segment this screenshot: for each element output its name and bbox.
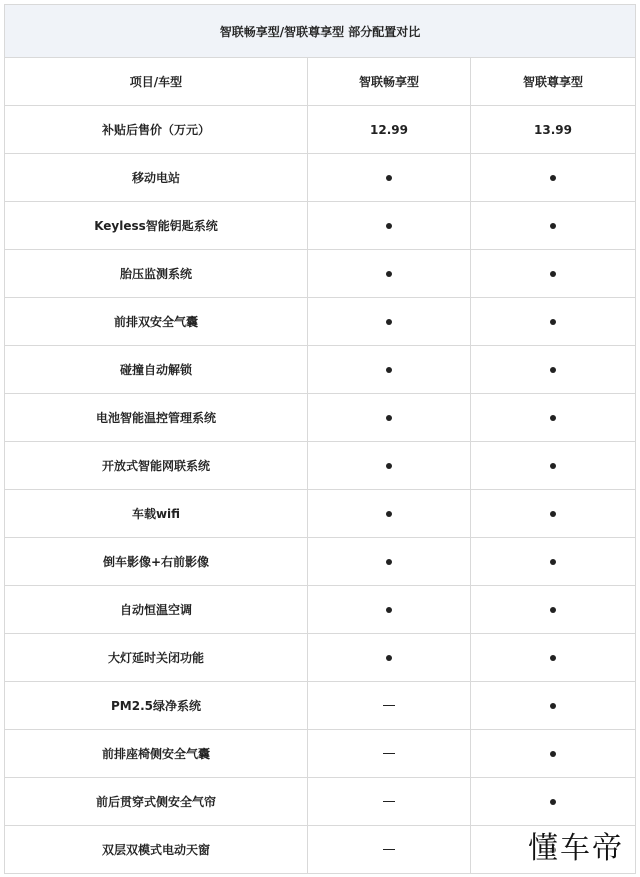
standard-dot-icon (550, 607, 556, 613)
feature-label: PM2.5绿净系统 (5, 682, 308, 729)
standard-dot-icon (550, 175, 556, 181)
feature-label: 碰撞自动解锁 (5, 346, 308, 393)
feature-label: 车载wifi (5, 490, 308, 537)
feature-label: 电池智能温控管理系统 (5, 394, 308, 441)
header-row (5, 58, 635, 106)
trim-1-availability (308, 586, 471, 633)
standard-dot-icon (386, 559, 392, 565)
not-available-dash-icon (383, 705, 395, 707)
header-trim-2: 智联尊享型 (522, 75, 583, 89)
trim-1-availability (308, 346, 471, 393)
standard-dot-icon (550, 463, 556, 469)
feature-label: 前排双安全气囊 (5, 298, 308, 345)
header-item: 项目/车型 (5, 58, 308, 105)
trim-2-availability (471, 202, 635, 249)
standard-dot-icon (386, 271, 392, 277)
standard-dot-icon (386, 415, 392, 421)
standard-dot-icon (386, 175, 392, 181)
standard-dot-icon (550, 367, 556, 373)
trim-2-availability (471, 346, 635, 393)
not-available-dash-icon (383, 801, 395, 803)
trim-2-availability (471, 730, 635, 777)
trim-2-availability (471, 394, 635, 441)
table-row (5, 298, 635, 346)
standard-dot-icon (386, 463, 392, 469)
trim-2-availability (471, 490, 635, 537)
trim-2-availability (471, 154, 635, 201)
trim-2-availability (471, 298, 635, 345)
standard-dot-icon (386, 511, 392, 517)
feature-label: 前后贯穿式侧安全气帘 (5, 778, 308, 825)
table-row (5, 730, 635, 778)
table-row (5, 394, 635, 442)
price-trim-2: 13.99 (534, 122, 572, 137)
trim-2-availability (471, 634, 635, 681)
feature-label: Keyless智能钥匙系统 (5, 202, 308, 249)
header-trim-1: 智联畅享型 (308, 58, 471, 105)
trim-2-availability (471, 442, 635, 489)
standard-dot-icon (550, 559, 556, 565)
not-available-dash-icon (383, 849, 395, 851)
table-row (5, 682, 635, 730)
standard-dot-icon (550, 703, 556, 709)
feature-label: 双层双模式电动天窗 (5, 826, 308, 873)
standard-dot-icon (386, 223, 392, 229)
table-row (5, 154, 635, 202)
feature-label: 胎压监测系统 (5, 250, 308, 297)
standard-dot-icon (550, 319, 556, 325)
table-row (5, 538, 635, 586)
trim-1-availability (308, 298, 471, 345)
table-row (5, 202, 635, 250)
trim-1-availability (308, 682, 471, 729)
trim-1-availability (308, 442, 471, 489)
standard-dot-icon (550, 511, 556, 517)
feature-rows (5, 154, 635, 874)
trim-2-availability (471, 778, 635, 825)
table-row (5, 490, 635, 538)
price-label: 补贴后售价（万元） (5, 106, 308, 153)
not-available-dash-icon (383, 753, 395, 755)
feature-label: 倒车影像+右前影像 (5, 538, 308, 585)
table-row (5, 778, 635, 826)
trim-1-availability (308, 778, 471, 825)
trim-1-availability (308, 634, 471, 681)
price-trim-1: 12.99 (308, 106, 471, 153)
trim-2-availability (471, 586, 635, 633)
trim-1-availability (308, 538, 471, 585)
table-row (5, 586, 635, 634)
trim-2-availability (471, 250, 635, 297)
trim-2-availability (471, 682, 635, 729)
table-row (5, 250, 635, 298)
feature-label: 开放式智能网联系统 (5, 442, 308, 489)
table-title: 智联畅享型/智联尊享型 部分配置对比 (5, 5, 635, 58)
table-row (5, 634, 635, 682)
standard-dot-icon (550, 271, 556, 277)
standard-dot-icon (386, 607, 392, 613)
standard-dot-icon (386, 319, 392, 325)
trim-1-availability (308, 826, 471, 873)
standard-dot-icon (550, 751, 556, 757)
table-row (5, 442, 635, 490)
standard-dot-icon (386, 655, 392, 661)
standard-dot-icon (550, 223, 556, 229)
trim-1-availability (308, 730, 471, 777)
config-comparison-table (4, 4, 636, 874)
trim-1-availability (308, 154, 471, 201)
trim-1-availability (308, 394, 471, 441)
price-row (5, 106, 635, 154)
dongchedi-watermark: 懂车帝 (528, 831, 624, 866)
standard-dot-icon (386, 367, 392, 373)
feature-label: 自动恒温空调 (5, 586, 308, 633)
table-row (5, 346, 635, 394)
standard-dot-icon (550, 415, 556, 421)
trim-1-availability (308, 250, 471, 297)
feature-label: 前排座椅侧安全气囊 (5, 730, 308, 777)
trim-1-availability (308, 490, 471, 537)
feature-label: 大灯延时关闭功能 (5, 634, 308, 681)
standard-dot-icon (550, 799, 556, 805)
trim-2-availability (471, 538, 635, 585)
standard-dot-icon (550, 655, 556, 661)
feature-label: 移动电站 (5, 154, 308, 201)
trim-1-availability (308, 202, 471, 249)
